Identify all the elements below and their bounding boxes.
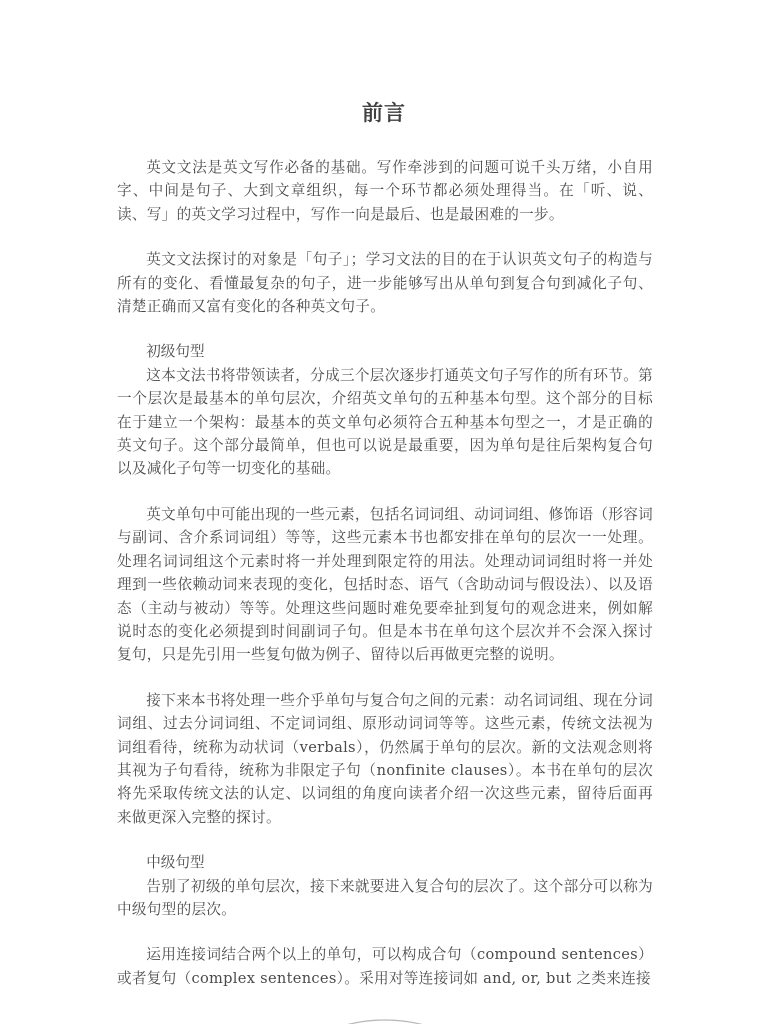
document-body: [117, 156, 653, 1012]
section-heading-intermediate: 中级句型: [146, 854, 205, 872]
beginner-paragraph-3: 接下来本书将处理一些介乎单句与复合句之间的元素：动名词词组、现在分词词组、过去分词词组、不定词词组、原形动词词等等。这些元素，传统文法视为词组看待，统称为动状词（verbals），仍然属于单句的层次。新的文法观念则将其视为子句看待，统称为非限定子句（nonfinite clauses）。本书在单句的层次将先采取传统文法的认定、以词组的角度向读者介绍一次这些元素，留待后面再来做更深入完整的探讨。: [117, 691, 653, 826]
page-curl-decoration: [340, 1016, 430, 1024]
section-heading-beginner: 初级句型: [146, 343, 205, 361]
intro-paragraph-1: 英文文法是英文写作必备的基础。写作牵涉到的问题可说千头万绪，小自用字、中间是句子、大到文章组织，每一个环节都必须处理得当。在「听、说、读、写」的英文学习过程中，写作一向是最后、也是最困难的一步。: [117, 159, 653, 223]
beginner-paragraph-2: 英文单句中可能出现的一些元素，包括名词词组、动词词组、修饰语（形容词与副词、含介系词词组）等等，这些元素本书也都安排在单句的层次一一处理。处理名词词组这个元素时将一并处理到限定符的用法。处理动词词组时将一并处理到一些依赖动词来表现的变化，包括时态、语气（含助动词与假设法）、以及语态（主动与被动）等等。处理这些问题时难免要牵扯到复句的观念进来，例如解说时态的变化必须提到时间副词子句。但是本书在单句这个层次并不会深入探讨复句，只是先引用一些复句做为例子、留待以后再做更完整的说明。: [117, 505, 653, 664]
intermediate-paragraph-2: 运用连接词结合两个以上的单句，可以构成合句（compound sentences）或者复句（complex sentences）。采用对等连接词如 and, or, but 之类来连接: [117, 946, 653, 987]
intermediate-paragraph-1: 告别了初级的单句层次，接下来就要进入复合句的层次了。这个部分可以称为中级句型的层次。: [117, 877, 653, 918]
beginner-paragraph-1: 这本文法书将带领读者，分成三个层次逐步打通英文句子写作的所有环节。第一个层次是最基本的单句层次，介绍英文单句的五种基本句型。这个部分的目标在于建立一个架构：最基本的英文单句必须符合五种基本句型之一，才是正确的英文句子。这个部分最简单，但也可以说是最重要，因为单句是往后架构复合句以及减化子句等一切变化的基础。: [117, 366, 653, 478]
intro-paragraph-2: 英文文法探讨的对象是「句子」；学习文法的目的在于认识英文句子的构造与所有的变化、看懂最复杂的句子，进一步能够写出从单句到复合句到减化子句、清楚正确而又富有变化的各种英文句子。: [117, 251, 653, 316]
page-title: 前言: [362, 100, 406, 125]
